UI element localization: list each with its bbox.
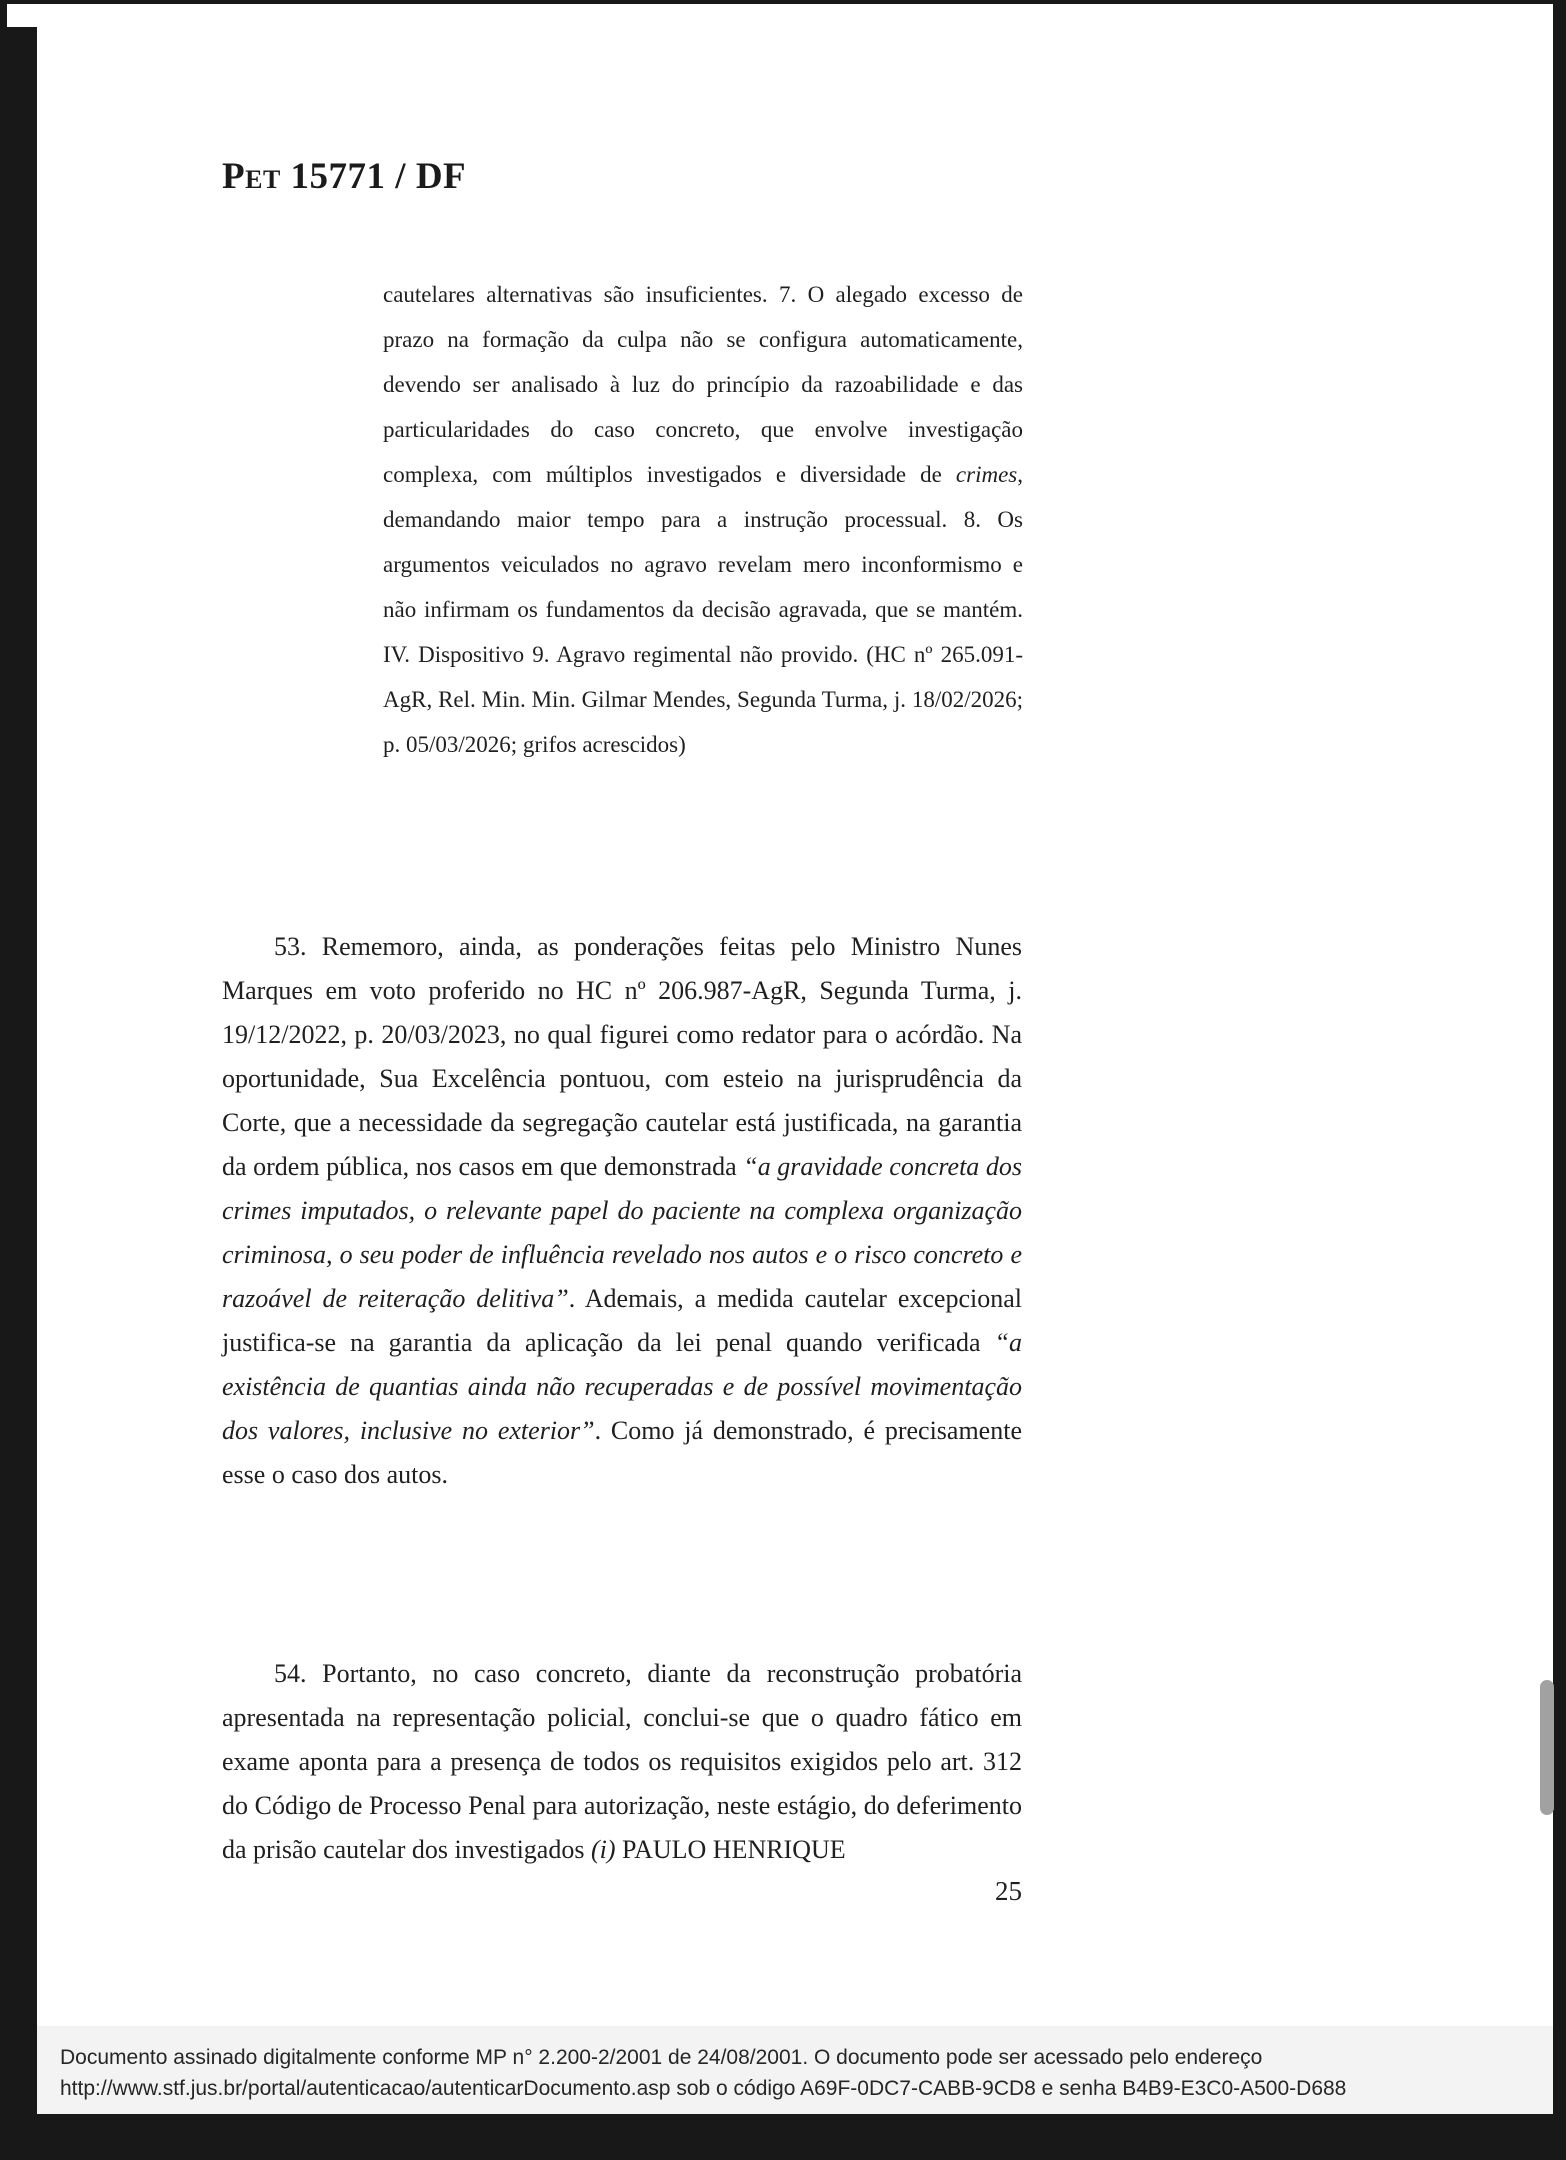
page-number: 25 — [995, 1876, 1022, 1906]
page-border-left — [0, 27, 37, 2160]
footer-line-1: Documento assinado digitalmente conforme MP n° 2.200-2/2001 de 24/08/2001. O documento pode ser acessado pelo endereço — [60, 2046, 1263, 2069]
page-border-right — [1553, 0, 1566, 2160]
footer-line-2: http://www.stf.jus.br/portal/autenticacao/autenticarDocumento.asp sob o código A69F-0DC7-CABB-9CD8 e senha B4B9-E3C0-A500-D688 — [60, 2077, 1347, 2100]
paragraph-54: 54. Portanto, no caso concreto, diante da reconstrução probatória apresentada na representação policial, conclui-se que o quadro fático em exame aponta para a presença de todos os requisitos exigidos pelo art. 312 do Código de Processo Penal para autorização, neste estágio, do deferimento da prisão cautelar dos investigados (i) PAULO HENRIQUE — [222, 1659, 1022, 1864]
case-number-heading: Pet 15771 / DF — [222, 156, 467, 197]
scrollbar-thumb[interactable] — [1540, 1680, 1554, 1815]
page-border-bottom — [0, 2114, 1566, 2160]
citation-block-quote: cautelares alternativas são insuficientes. 7. O alegado excesso de prazo na formação da culpa não se configura automaticamente, devendo ser analisado à luz do princípio da razoabilidade e das particularidades do caso concreto, que envolve investigação complexa, com múltiplos investigados e diversidade de crimes, demandando maior tempo para a instrução processual. 8. Os argumentos veiculados no agravo revelam mero inconformismo e não infirmam os fundamentos da decisão agravada, que se mantém. IV. Dispositivo 9. Agravo regimental não provido. (HC nº 265.091-AgR, Rel. Min. Min. Gilmar Mendes, Segunda Turma, j. 18/02/2026; p. 05/03/2026; grifos acrescidos) — [383, 282, 1023, 757]
signature-footer — [60, 2042, 1520, 2104]
page-border-top — [0, 0, 1566, 4]
paragraph-53: 53. Rememoro, ainda, as ponderações feitas pelo Ministro Nunes Marques em voto proferido no HC nº 206.987-AgR, Segunda Turma, j. 19/12/2022, p. 20/03/2023, no qual figurei como redator para o acórdão. Na oportunidade, Sua Excelência pontuou, com esteio na jurisprudência da Corte, que a necessidade da segregação cautelar está justificada, na garantia da ordem pública, nos casos em que demonstrada “a gravidade concreta dos crimes imputados, o relevante papel do paciente na complexa organização criminosa, o seu poder de influência revelado nos autos e o risco concreto e razoável de reiteração delitiva”. Ademais, a medida cautelar excepcional justifica-se na garantia da aplicação da lei penal quando verificada “a existência de quantias ainda não recuperadas e de possível movimentação dos valores, inclusive no exterior”. Como já demonstrado, é precisamente esse o caso dos autos. — [222, 932, 1022, 1489]
